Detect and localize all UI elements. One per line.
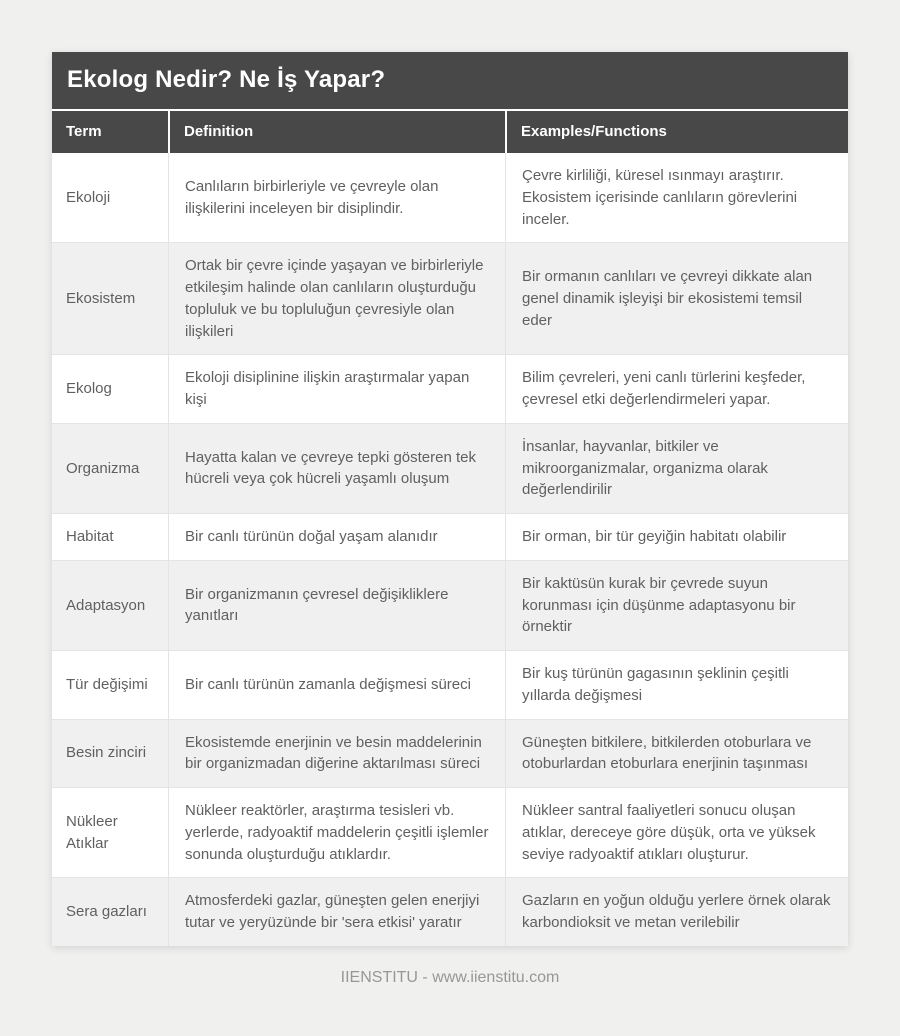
column-header-term: Term	[66, 123, 102, 140]
term-cell: Ekosistem	[66, 289, 136, 307]
column-header-examples: Examples/Functions	[505, 111, 848, 153]
term-cell: Organizma	[66, 459, 140, 477]
term-cell: Adaptasyon	[66, 596, 146, 614]
definition-cell: Bir organizmanın çevresel değişikliklere yanıtları	[168, 561, 505, 650]
table-row	[52, 650, 848, 719]
definition-cell: Canlıların birbirleriyle ve çevreyle olan ilişkilerini inceleyen bir disiplindir.	[168, 153, 505, 242]
term-cell: Besin zinciri	[66, 744, 147, 762]
column-header-definition: Definition	[168, 111, 505, 153]
term-cell: Ekoloji	[66, 188, 111, 206]
glossary-card	[52, 52, 848, 946]
table-row	[52, 242, 848, 354]
table-row	[52, 354, 848, 423]
examples-cell: İnsanlar, hayvanlar, bitkiler ve mikroorganizmalar, organizma olarak değerlendirilir	[505, 424, 848, 513]
examples-cell: Bir kuş türünün gagasının şeklinin çeşitli yıllarda değişmesi	[505, 651, 848, 719]
examples-cell: Bilim çevreleri, yeni canlı türlerini keşfeder, çevresel etki değerlendirmeleri yapar.	[505, 355, 848, 423]
term-cell: Habitat	[66, 528, 114, 545]
term-cell: Sera gazları	[66, 903, 147, 921]
page-title: Ekolog Nedir? Ne İş Yapar?	[52, 52, 848, 109]
examples-cell: Nükleer santral faaliyetleri sonucu oluşan atıklar, dereceye göre düşük, orta ve yüksek seviye radyoaktif atıkları oluşturur.	[505, 788, 848, 877]
examples-cell: Bir orman, bir tür geyiğin habitatı olabilir	[505, 514, 848, 560]
examples-cell: Bir kaktüsün kurak bir çevrede suyun korunması için düşünme adaptasyonu bir örnektir	[505, 561, 848, 650]
definition-cell: Bir canlı türünün zamanla değişmesi süreci	[168, 651, 505, 719]
definition-cell: Nükleer reaktörler, araştırma tesisleri vb. yerlerde, radyoaktif maddelerin çeşitli işlemler sonunda oluşturduğu atıklardır.	[168, 788, 505, 877]
examples-cell: Gazların en yoğun olduğu yerlere örnek olarak karbondioksit ve metan verilebilir	[505, 878, 848, 946]
examples-cell: Bir ormanın canlıları ve çevreyi dikkate alan genel dinamik işleyişi bir ekosistemi temsil eder	[505, 243, 848, 354]
definition-cell: Ekoloji disiplinine ilişkin araştırmalar yapan kişi	[168, 355, 505, 423]
term-cell: Nükleer Atıklar	[66, 812, 118, 852]
term-cell: Ekolog	[66, 380, 112, 398]
table-header-row	[52, 109, 848, 153]
table-row	[52, 877, 848, 946]
table-row	[52, 787, 848, 877]
definition-cell: Hayatta kalan ve çevreye tepki gösteren tek hücreli veya çok hücreli yaşamlı oluşum	[168, 424, 505, 513]
table-row	[52, 423, 848, 513]
term-cell: Tür değişimi	[66, 675, 148, 693]
examples-cell: Güneşten bitkilere, bitkilerden otoburlara ve otoburlardan etoburlara enerjinin taşınması	[505, 720, 848, 788]
definition-cell: Ortak bir çevre içinde yaşayan ve birbirleriyle etkileşim halinde olan canlıların oluşturduğu topluluk ve bu topluluğun çevresiyle olan ilişkileri	[168, 243, 505, 354]
definition-cell: Bir canlı türünün doğal yaşam alanıdır	[168, 514, 505, 560]
table-row	[52, 560, 848, 650]
definition-cell: Atmosferdeki gazlar, güneşten gelen enerjiyi tutar ve yeryüzünde bir 'sera etkisi' yaratır	[168, 878, 505, 946]
table-row	[52, 719, 848, 788]
examples-cell: Çevre kirliliği, küresel ısınmayı araştırır. Ekosistem içerisinde canlıların görevlerini inceler.	[505, 153, 848, 242]
table-row	[52, 153, 848, 242]
footer-branding: IIENSTITU - www.iienstitu.com	[340, 968, 560, 986]
definition-cell: Ekosistemde enerjinin ve besin maddelerinin bir organizmadan diğerine aktarılması süreci	[168, 720, 505, 788]
table-row	[52, 513, 848, 560]
table-body	[52, 153, 848, 946]
